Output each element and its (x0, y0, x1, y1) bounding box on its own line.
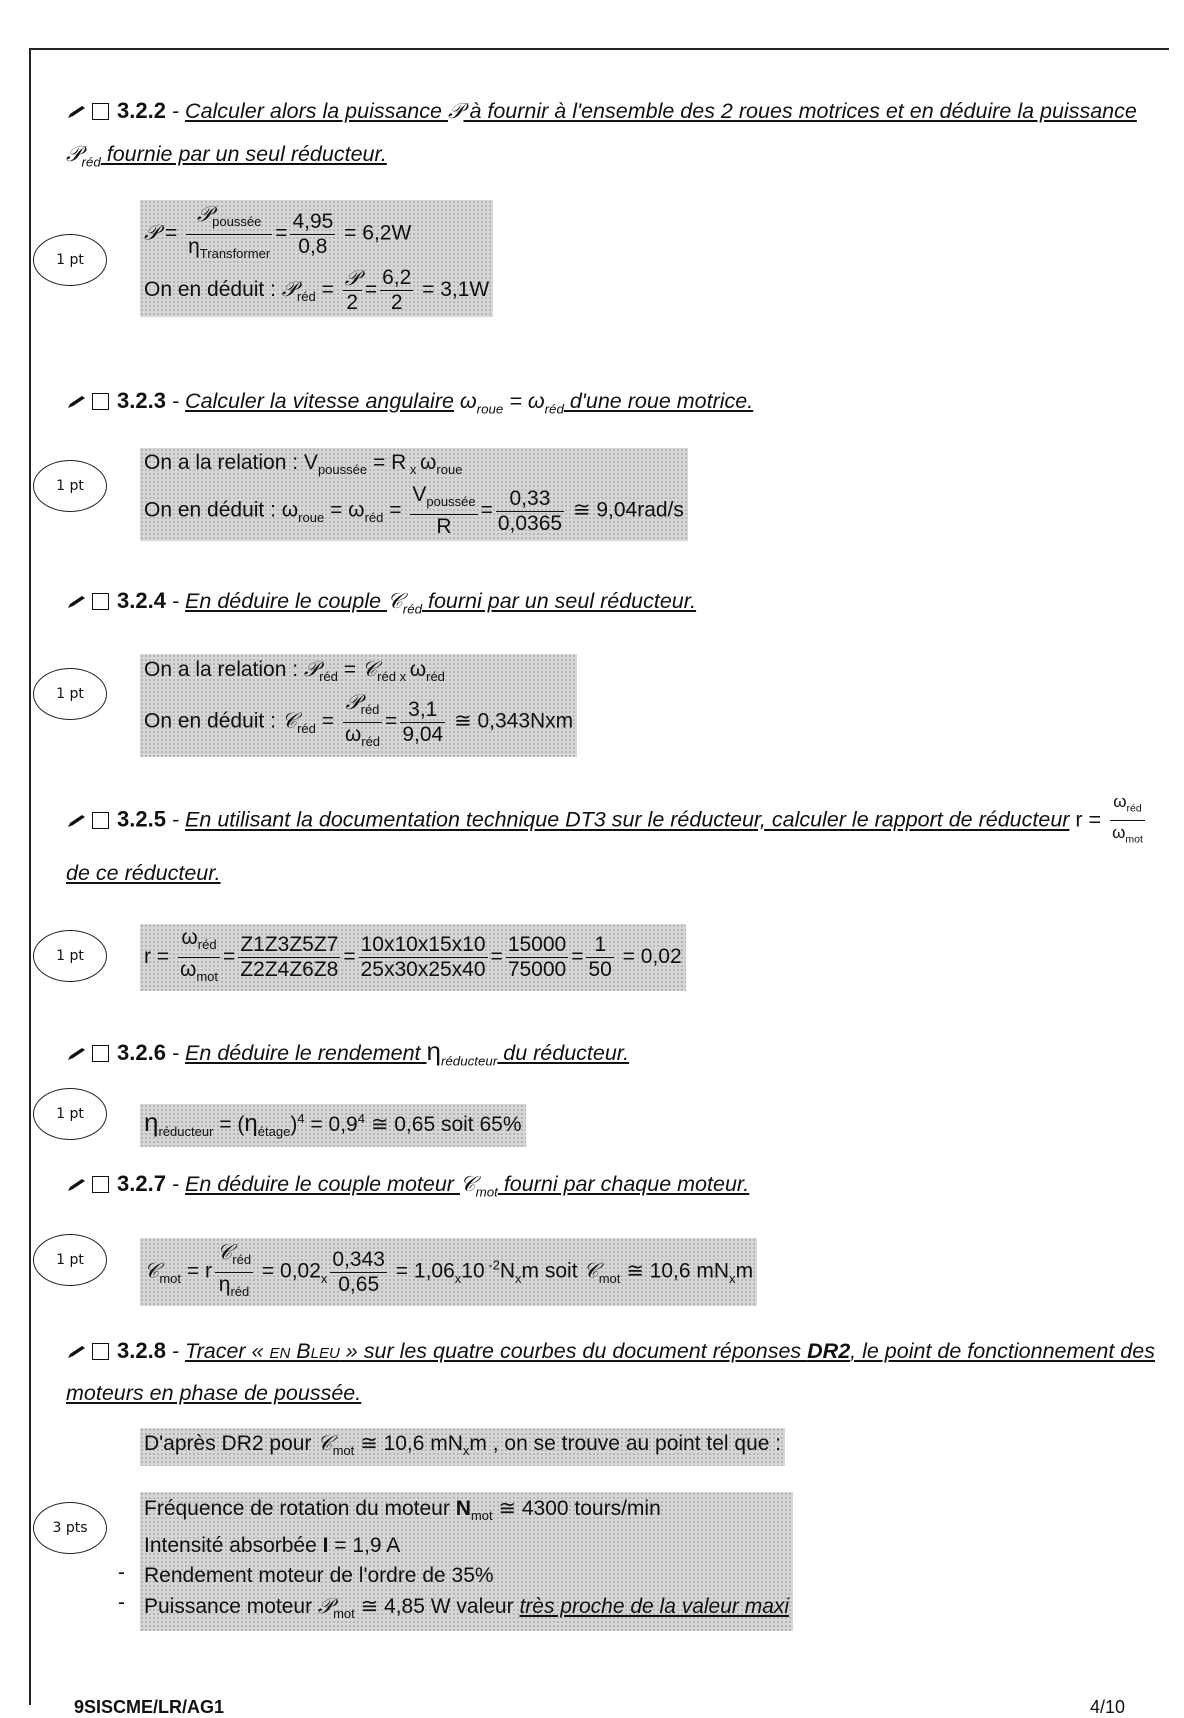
top-rule (29, 48, 1169, 50)
points-badge: 1 pt (33, 234, 107, 286)
fraction: $\frac{3,1}{9,04}$ (402, 697, 444, 746)
pencil-icon (66, 1177, 88, 1193)
question-3-2-5: 3.2.5 - En utilisant la documentation technique DT3 sur le réducteur, calculer le rapport de réducteur r = $\frac{\omega_{réd}}{\omega_{mot}}$ de ce réducteur. (66, 792, 1143, 885)
points-badge: 1 pt (33, 668, 107, 720)
fraction: $\frac{0,33}{0,0365}$ (497, 486, 563, 535)
bullet-dash: - (118, 1561, 125, 1584)
fraction: $\frac{\omega_{réd}}{\omega_{mot}}$ (1112, 792, 1143, 846)
answer-3-2-2: 𝒫 = $\frac{𝒫_{poussée}}{\eta_{Transformer}}$ = $\frac{4,95}{0,8}$ = 6,2W On en déduit : 𝒫$_{réd}$ = $\frac{\text{𝒫}}{2}$ = $\frac{6,2}{2}$ = 3,1W (140, 200, 493, 317)
fraction: $\frac{0,343}{0,65}$ (332, 1247, 385, 1296)
fraction: $\frac{𝒞_{réd}}{\eta_{réd}}$ (216, 1240, 252, 1300)
checkbox-icon (92, 593, 109, 610)
points-badge: 1 pt (33, 930, 107, 982)
question-3-2-4: 3.2.4 - En déduire le couple 𝒞$_{réd}$ fourni par un seul réducteur. (66, 580, 1156, 630)
points-badge: 1 pt (33, 460, 107, 512)
fraction: $\frac{4,95}{0,8}$ (292, 209, 334, 258)
answer-3-2-7: 𝒞$_{mot}$ = r $\frac{𝒞_{réd}}{\eta_{réd}}$ = $0,02_x$ $\frac{0,343}{0,65}$ = $1,06_x10$ $^{-2}N_xm$ soit 𝒞$_{mot}$ ≅ 10,6 $mN_xm$ (140, 1238, 757, 1306)
fraction: $\frac{\text{𝒫}}{2}$ (344, 266, 360, 315)
fraction: $\frac{10x10x15x10}{25x30x25x40}$ (360, 933, 486, 982)
answer-3-2-4: On a la relation : 𝒫$_{réd}$ = 𝒞$_{réd}$ $_x$ $\omega_{réd}$ On en déduit : 𝒞$_{réd}$ = $\frac{𝒫_{réd}}{\omega_{réd}}$ = $\frac{3,1}{9,04}$ ≅ 0,343Nxm (140, 654, 577, 757)
fraction: $\frac{𝒫_{poussée}}{\eta_{Transformer}}$ (188, 202, 271, 262)
fraction: $\frac{15000}{75000}$ (507, 933, 567, 982)
question-number: 3.2.2 (117, 98, 166, 123)
question-3-2-2: 3.2.2 - Calculer alors la puissance 𝒫 à fournir à l'ensemble des 2 roues motrices et en déduire la puissance 𝒫$_{réd}$ fournie par un seul réducteur. (66, 98, 1137, 170)
checkbox-icon (92, 393, 109, 410)
points-badge: 1 pt (33, 1088, 107, 1140)
points-badge: 3 pts (33, 1502, 107, 1554)
pencil-icon (66, 1046, 88, 1062)
checkbox-icon (92, 1343, 109, 1360)
checkbox-icon (92, 812, 109, 829)
fraction: $\frac{1}{50}$ (588, 933, 612, 982)
fraction: $\frac{𝒫_{réd}}{\omega_{réd}}$ (344, 690, 381, 750)
question-3-2-3: 3.2.3 - Calculer la vitesse angulaire $\omega_{roue} = \omega_{réd}$ d'une roue motrice. (66, 380, 1156, 430)
answer-3-2-6: $\eta_{réducteur} = (\eta_{étage})^4 = 0,9^4$ ≅ 0,65 soit 65% (140, 1104, 526, 1147)
checkbox-icon (92, 1176, 109, 1193)
fraction: $\frac{\omega_{réd}}{\omega_{mot}}$ (179, 926, 219, 985)
pencil-icon (66, 394, 88, 410)
fraction: $\frac{Z1Z3Z5Z7}{Z2Z4Z6Z8}$ (240, 933, 339, 982)
fraction: $\frac{6,2}{2}$ (382, 266, 412, 315)
checkbox-icon (92, 1045, 109, 1062)
pencil-icon (66, 594, 88, 610)
checkbox-icon (92, 103, 109, 120)
answer-3-2-3: On a la relation : $V_{poussée} = R$ $_x$ $\omega_{roue}$ On en déduit : $\omega_{roue} = \omega_{réd}$ = $\frac{V_{poussée}}{R}$ = $\frac{0,33}{0,0365}$ ≅ 9,04rad/s (140, 448, 688, 541)
answer-3-2-5: r = $\frac{\omega_{réd}}{\omega_{mot}}$ = $\frac{Z1Z3Z5Z7}{Z2Z4Z6Z8}$ = $\frac{10x10x15x10}{25x30x25x40}$ = $\frac{15000}{75000}$ = $\frac{1}{50}$ = 0,02 (140, 924, 686, 991)
question-3-2-6: 3.2.6 - En déduire le rendement $\eta_{réducteur}$ du réducteur. (66, 1030, 1156, 1082)
pencil-icon (66, 813, 88, 829)
document-reference: 9SISCME/LR/AG1 (74, 1697, 225, 1717)
answer-3-2-8-list: Fréquence de rotation du moteur $N_{mot}$ ≅ 4300 tours/min Intensité absorbée I = 1,9 A Rendement moteur de l'ordre de 35% Puissance moteur 𝒫$_{mot}$ ≅ 4,85 W valeur très proche de la valeur maxi (140, 1492, 793, 1631)
fraction: $\frac{V_{poussée}}{R}$ (412, 483, 476, 539)
bullet-dash: - (118, 1591, 125, 1614)
page-number: 4/10 (1090, 1697, 1126, 1717)
question-3-2-8: 3.2.8 - Tracer « en Bleu » sur les quatre courbes du document réponses DR2, le point de fonctionnement des moteurs en phase de poussée. (66, 1338, 1155, 1405)
answer-3-2-8-intro: D'après DR2 pour 𝒞$_{mot}$ ≅ 10,6 $mN_xm$ , on se trouve au point tel que : (140, 1428, 785, 1466)
pencil-icon (66, 1344, 88, 1360)
question-3-2-7: 3.2.7 - En déduire le couple moteur 𝒞$_{mot}$ fourni par chaque moteur. (66, 1163, 1156, 1213)
pencil-icon (66, 104, 88, 120)
left-rule (29, 48, 31, 1705)
points-badge: 1 pt (33, 1234, 107, 1286)
